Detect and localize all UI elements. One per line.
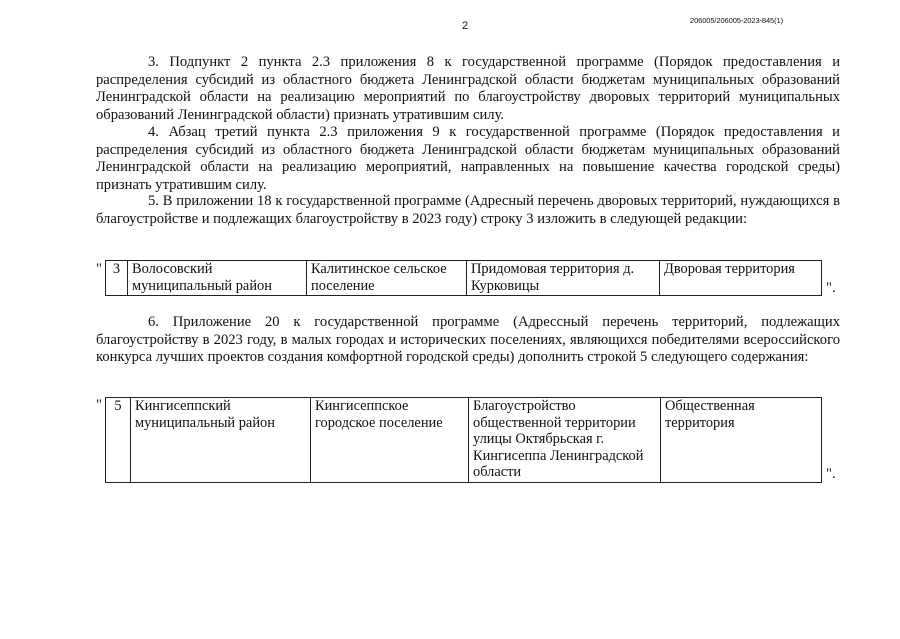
table2-open-quote: " [96,397,102,413]
page-number: 2 [462,20,469,32]
table2-close-quote: ". [826,466,836,482]
settlement-cell: Калитинское сельское поселение [307,261,467,296]
paragraph-5: 5. В приложении 18 к государственной программе (Адресный перечень дворовых территорий, нуждающихся в благоустройстве и подлежащих благоустройству в 2023 году) строку 3 изложить в следующей редакции: [96,193,840,227]
table-row-5 [105,397,822,483]
object-cell: Благоустройство общественной территории улицы Октябрьская г. Кингисеппа Ленинградской области [469,398,661,483]
district-cell: Волосовский муниципальный район [128,261,307,296]
object-cell: Придомовая территория д. Курковицы [467,261,660,296]
district-cell: Кингисеппский муниципальный район [131,398,311,483]
table-row-3 [105,260,822,296]
row-number: 3 [106,261,128,296]
paragraph-6: 6. Приложение 20 к государственной программе (Адрессный перечень территорий, подлежащих благоустройству в 2023 году, в малых городах и исторических поселениях, являющихся победителями всероссийского конкурса лучших проектов создания комфортной городской среды) дополнить строкой 5 следующего содержания: [96,314,840,366]
paragraph-4: 4. Абзац третий пункта 2.3 приложения 9 к государственной программе (Порядок предоставления и распределения субсидий из областного бюджета Ленинградской области бюджетам муниципальных образований Ленинградской области на реализацию мероприятий, направленных на повышение качества городской среды) признать утратившим силу. [96,124,840,193]
table1-close-quote: ". [826,280,836,296]
document-id: 206005/206005-2023-845(1) [690,16,783,25]
territory-type-cell: Дворовая территория [660,261,822,296]
paragraph-3: 3. Подпункт 2 пункта 2.3 приложения 8 к государственной программе (Порядок предоставления и распределения субсидий из областного бюджета Ленинградской области бюджетам муниципальных образований Ленинградской области на реализацию мероприятий по благоустройству дворовых территорий муниципальных образований Ленинградской области) признать утратившим силу. [96,54,840,123]
row-number: 5 [106,398,131,483]
settlement-cell: Кингисеппское городское поселение [311,398,469,483]
territory-type-cell: Общественная территория [661,398,822,483]
table1-open-quote: " [96,261,102,277]
